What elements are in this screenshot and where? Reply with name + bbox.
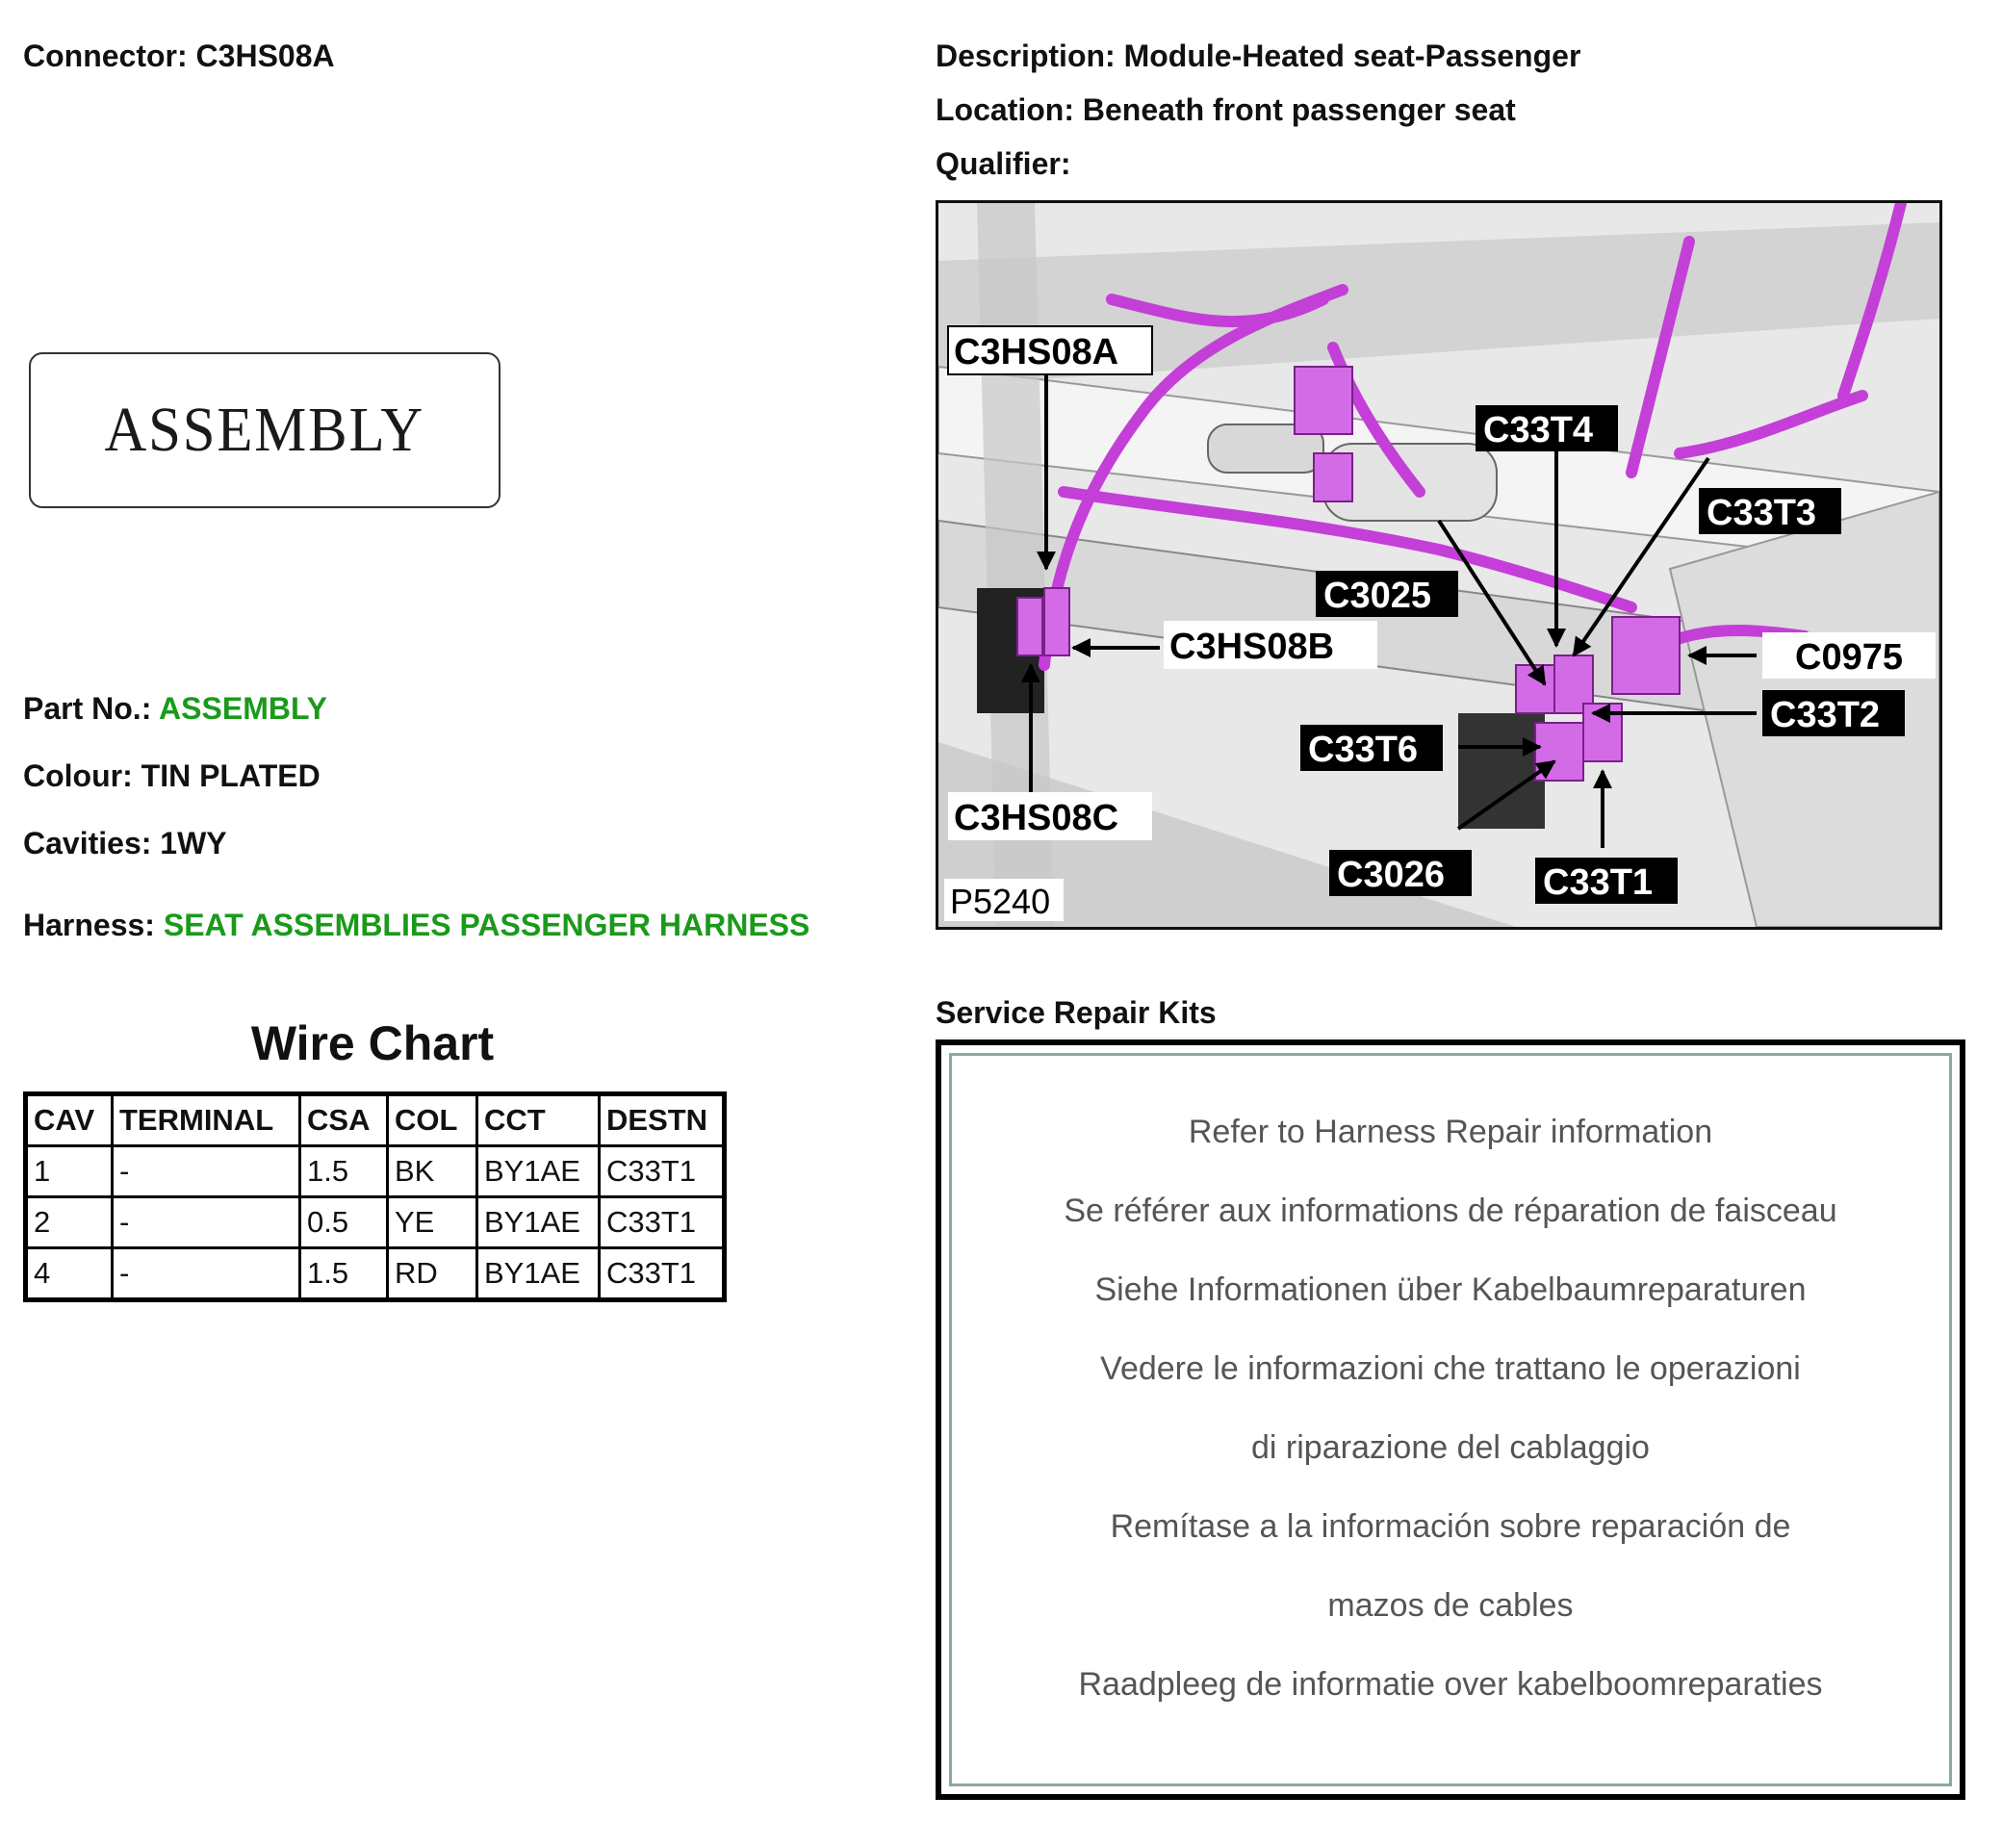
harness-link[interactable]: SEAT ASSEMBLIES PASSENGER HARNESS: [163, 908, 810, 942]
cell-terminal: -: [113, 1197, 300, 1248]
qualifier-field: [936, 144, 1070, 183]
wire-chart-title: Wire Chart: [250, 1016, 495, 1070]
colour-value: TIN PLATED: [141, 758, 321, 793]
table-row: [26, 1248, 725, 1300]
repair-line: di riparazione del cablaggio: [1251, 1429, 1650, 1466]
connector-field: [23, 37, 335, 75]
part-no-label: Part No.:: [23, 691, 152, 726]
repair-line: Refer to Harness Repair information: [1188, 1114, 1713, 1150]
cell-csa: 1.5: [300, 1146, 388, 1197]
cell-col: BK: [388, 1146, 477, 1197]
col-col: COL: [388, 1094, 477, 1146]
assembly-image: [29, 352, 500, 508]
location-label: Location:: [936, 92, 1074, 127]
location-field: [936, 90, 1516, 129]
figure-id: P5240: [950, 882, 1051, 921]
col-csa: CSA: [300, 1094, 388, 1146]
cell-csa: 0.5: [300, 1197, 388, 1248]
label-c3hs08a: C3HS08A: [954, 332, 1119, 372]
col-cct: CCT: [477, 1094, 600, 1146]
cavities-label: Cavities:: [23, 826, 152, 860]
part-no-field: [23, 689, 327, 728]
label-c33t6: C33T6: [1308, 730, 1419, 770]
col-destn: DESTN: [600, 1094, 725, 1146]
harness-label: Harness:: [23, 908, 155, 942]
service-repair-title: Service Repair Kits: [936, 995, 1217, 1030]
connector-value: C3HS08A: [195, 38, 335, 73]
cell-destn: C33T1: [600, 1146, 725, 1197]
cell-terminal: -: [113, 1248, 300, 1300]
qualifier-label: Qualifier:: [936, 146, 1071, 181]
repair-line: Siehe Informationen über Kabelbaumreparaturen: [1094, 1271, 1807, 1308]
repair-line: Vedere le informazioni che trattano le operazioni: [1100, 1350, 1801, 1387]
service-repair-box: [936, 1040, 1965, 1800]
part-no-link[interactable]: ASSEMBLY: [159, 691, 327, 726]
cell-destn: C33T1: [600, 1248, 725, 1300]
wire-chart-table: [23, 1091, 727, 1302]
service-repair-inner: [949, 1053, 1952, 1786]
cell-cct: BY1AE: [477, 1197, 600, 1248]
label-c33t4: C33T4: [1483, 410, 1594, 450]
cell-col: YE: [388, 1197, 477, 1248]
cell-cct: BY1AE: [477, 1248, 600, 1300]
table-row: [26, 1197, 725, 1248]
wire-chart-header-row: [26, 1094, 725, 1146]
description-field: [936, 37, 1580, 75]
cell-cav: 4: [26, 1248, 113, 1300]
label-c3hs08c: C3HS08C: [954, 798, 1119, 838]
colour-field: [23, 757, 321, 795]
repair-line: Remítase a la información sobre reparación de: [1110, 1508, 1791, 1545]
label-c3025: C3025: [1323, 576, 1431, 616]
repair-line: mazos de cables: [1327, 1587, 1574, 1624]
repair-line: Se référer aux informations de réparation de faisceau: [1064, 1193, 1837, 1229]
col-cav: CAV: [26, 1094, 113, 1146]
table-row: [26, 1146, 725, 1197]
cell-destn: C33T1: [600, 1197, 725, 1248]
description-value: Module-Heated seat-Passenger: [1123, 38, 1581, 73]
colour-label: Colour:: [23, 758, 133, 793]
harness-field: [23, 906, 809, 944]
label-c33t2: C33T2: [1770, 695, 1881, 735]
location-image: [936, 200, 1942, 930]
label-c33t1: C33T1: [1543, 862, 1654, 903]
cavities-value: 1WY: [160, 826, 227, 860]
assembly-image-text: ASSEMBLY: [104, 395, 425, 465]
cell-csa: 1.5: [300, 1248, 388, 1300]
cell-cct: BY1AE: [477, 1146, 600, 1197]
label-c3hs08b: C3HS08B: [1169, 627, 1335, 667]
location-illustration: [938, 203, 1939, 927]
cell-terminal: -: [113, 1146, 300, 1197]
location-value: Beneath front passenger seat: [1082, 92, 1516, 127]
cell-cav: 2: [26, 1197, 113, 1248]
description-label: Description:: [936, 38, 1116, 73]
label-c33t3: C33T3: [1707, 493, 1817, 533]
cell-cav: 1: [26, 1146, 113, 1197]
cavities-field: [23, 824, 227, 862]
col-terminal: TERMINAL: [113, 1094, 300, 1146]
repair-line: Raadpleeg de informatie over kabelboomreparaties: [1078, 1666, 1823, 1703]
label-c0975: C0975: [1795, 637, 1903, 678]
label-c3026: C3026: [1337, 855, 1445, 895]
cell-col: RD: [388, 1248, 477, 1300]
connector-label: Connector:: [23, 38, 188, 73]
